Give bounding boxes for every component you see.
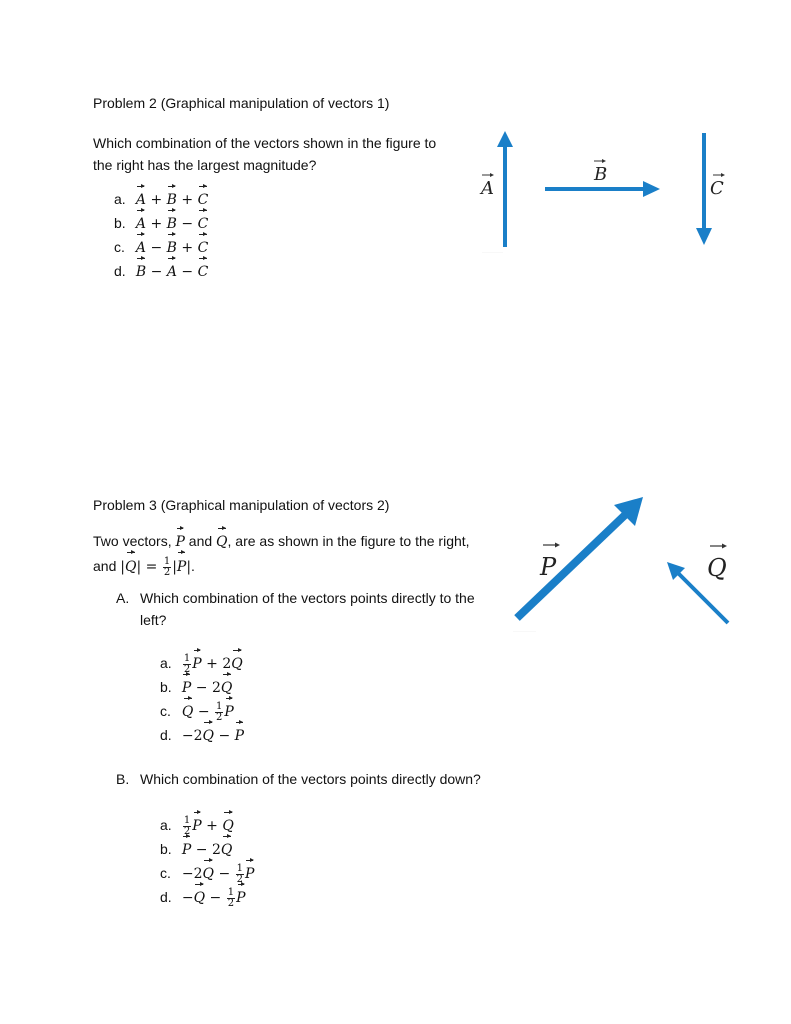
vector-a-label (479, 173, 494, 199)
option-expression: P − 2Q (182, 680, 232, 696)
option-expression: −Q − $\frac{1}{2}$ P (182, 890, 246, 906)
problem2-title: Problem 2 (Graphical manipulation of vectors 1) (93, 95, 390, 111)
option-letter: b. (160, 679, 172, 695)
vector-q-label (707, 544, 727, 583)
vector-c-label-text: C (710, 178, 724, 199)
partB-option-a (160, 812, 254, 836)
partA-option-a (160, 650, 244, 674)
partB-option-c (160, 860, 254, 884)
option-letter: a. (160, 817, 172, 833)
option-expression: −2Q − P (182, 728, 244, 744)
problem2-option-c (114, 234, 208, 258)
problem3-title: Problem 3 (Graphical manipulation of vectors 2) (93, 497, 390, 513)
part-letter: A. (116, 590, 130, 606)
option-letter: d. (160, 889, 172, 905)
option-expression: −2Q − $\frac{1}{2}$ P (182, 866, 255, 882)
vector-p-arrow (517, 497, 643, 618)
option-letter: c. (160, 703, 171, 719)
vector-b-label-text: B (594, 164, 608, 185)
problem2-option-d (114, 258, 208, 282)
part-letter: B. (116, 771, 130, 787)
option-letter: d. (160, 727, 172, 743)
problem2-options (114, 186, 208, 282)
option-expression: Q − $\frac{1}{2}$ P (182, 704, 234, 720)
problem3-partA-question (116, 587, 496, 631)
problem2-question-line1: Which combination of the vectors shown in the figure to (93, 135, 437, 151)
option-letter: b. (160, 841, 172, 857)
option-expression: A + B + C (136, 192, 208, 208)
option-expression: $\frac{1}{2}$ P + Q (182, 818, 234, 834)
vector-a-arrow (497, 131, 513, 247)
vector-q-label-text: Q (707, 554, 727, 582)
option-expression: B − A − C (136, 264, 208, 280)
option-letter: d. (114, 263, 126, 279)
problem3-intro (93, 528, 503, 578)
option-expression: $\frac{1}{2}$ P + 2Q (182, 656, 243, 672)
vector-p-label-text: P (540, 553, 557, 581)
option-letter: c. (114, 239, 125, 255)
partA-option-b (160, 674, 244, 698)
problem3-partB-question (116, 768, 481, 790)
option-expression: P − 2Q (182, 842, 232, 858)
partB-option-d (160, 884, 254, 908)
option-letter: a. (114, 191, 126, 207)
figure-credit: ····················· (482, 250, 503, 254)
problem3-partA-options (160, 650, 244, 746)
problem2-option-a (114, 186, 208, 210)
vector-figure-pq (505, 490, 755, 640)
partA-question-line2: left? (140, 612, 167, 628)
option-letter: c. (160, 865, 171, 881)
option-letter: a. (160, 655, 172, 671)
option-expression: A + B − C (136, 216, 208, 232)
problem2-option-b (114, 210, 208, 234)
vector-a-label-text: A (481, 178, 494, 199)
vector-figure-abc (470, 125, 750, 260)
figure-credit: ······················· (513, 629, 536, 633)
problem3-intro-line1: Two vectors, P and Q, are as shown in the figure to the right, (93, 528, 503, 552)
partA-option-d (160, 722, 244, 746)
problem2-question-line2: the right has the largest magnitude? (93, 157, 317, 173)
vector-b-label (593, 159, 607, 185)
problem3-partB-options (160, 812, 254, 908)
vector-c-label (710, 173, 725, 199)
option-letter: b. (114, 215, 126, 231)
partB-question-text: Which combination of the vectors points directly down? (140, 771, 481, 787)
problem2-question (93, 132, 473, 176)
partB-option-b (160, 836, 254, 860)
option-expression: A − B + C (136, 240, 208, 256)
partA-option-c (160, 698, 244, 722)
problem3-intro-line2: and |Q| = $\frac{1}{2}$ |P|. (93, 552, 503, 578)
partA-question-line1: Which combination of the vectors points directly to the (140, 590, 475, 606)
